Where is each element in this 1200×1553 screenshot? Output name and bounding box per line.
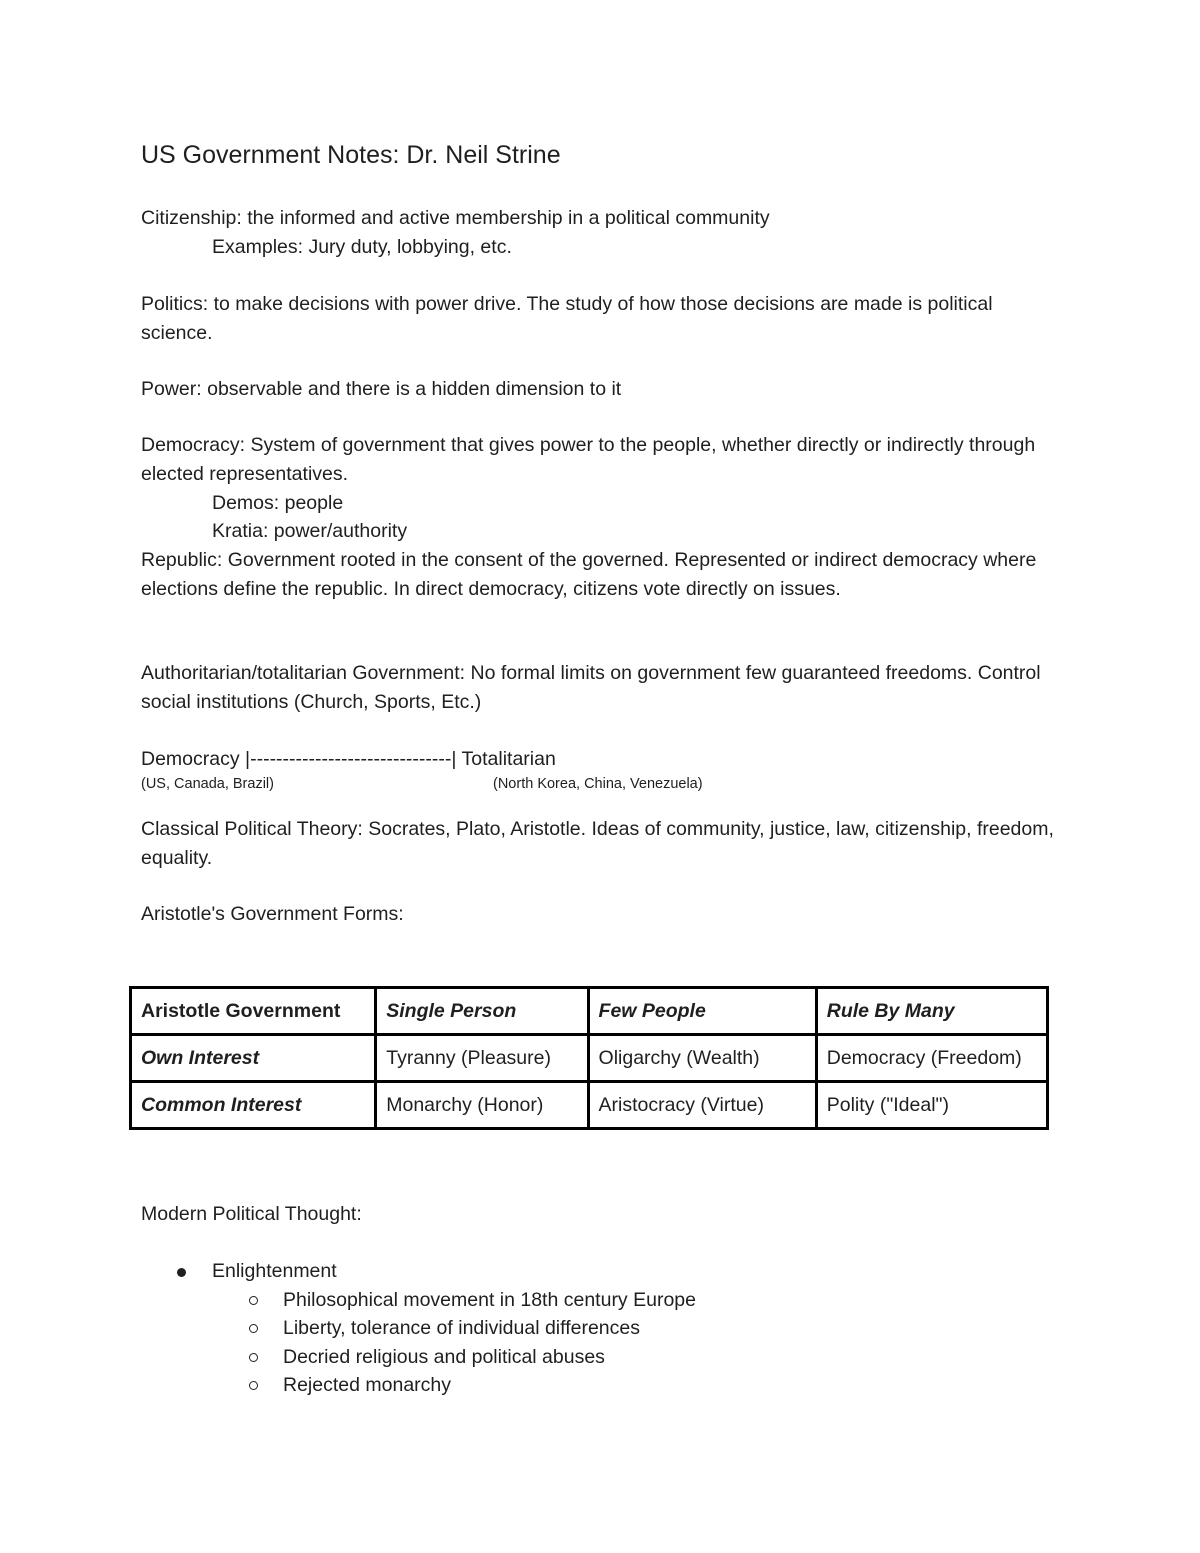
spectrum-left-examples: (US, Canada, Brazil) xyxy=(141,776,274,792)
citizenship-definition: Citizenship: the informed and active membership in a political community xyxy=(141,207,770,229)
aristotle-heading: Aristotle's Government Forms: xyxy=(141,903,404,925)
government-forms-table xyxy=(129,986,1049,1130)
sub-list-item-label: Liberty, tolerance of individual differences xyxy=(283,1317,640,1339)
table-header-cell: Few People xyxy=(588,988,816,1035)
sub-list-item xyxy=(212,1343,696,1372)
table-cell: Monarchy (Honor) xyxy=(376,1082,588,1129)
bullet-circle-icon xyxy=(249,1296,258,1305)
bullet-circle-icon xyxy=(249,1324,258,1333)
bullet-circle-icon xyxy=(249,1381,258,1390)
spectrum-right-examples: (North Korea, China, Venezuela) xyxy=(493,776,703,792)
politics-definition: Politics: to make decisions with power drive. The study of how those decisions are made is political science. xyxy=(141,293,993,344)
bullet-dot-icon xyxy=(177,1268,186,1277)
citizenship-examples: Examples: Jury duty, lobbying, etc. xyxy=(212,236,512,258)
sub-list-item xyxy=(212,1314,696,1343)
demos-definition: Demos: people xyxy=(212,492,344,514)
sub-list xyxy=(212,1286,696,1400)
table-header-cell: Aristotle Government xyxy=(131,988,376,1035)
table-cell: Aristocracy (Virtue) xyxy=(588,1082,816,1129)
table-row xyxy=(131,1035,1048,1082)
row-header-cell: Own Interest xyxy=(131,1035,376,1082)
table-cell: Democracy (Freedom) xyxy=(816,1035,1047,1082)
table-row xyxy=(131,1082,1048,1129)
sub-list-item xyxy=(212,1286,696,1315)
sub-list-item xyxy=(212,1371,696,1400)
list-item xyxy=(141,1257,696,1400)
sub-list-item-label: Rejected monarchy xyxy=(283,1374,451,1396)
document-title: US Government Notes: Dr. Neil Strine xyxy=(141,141,561,169)
sub-list-item-label: Decried religious and political abuses xyxy=(283,1345,605,1368)
authoritarian-definition: Authoritarian/totalitarian Government: No formal limits on government few guaranteed freedoms. Control social institutions (Church, Sports, Etc.) xyxy=(141,662,1041,713)
table-cell: Polity ("Ideal") xyxy=(816,1082,1047,1129)
bullet-list xyxy=(141,1257,696,1400)
table-header-cell: Rule By Many xyxy=(816,988,1047,1035)
table-cell: Tyranny (Pleasure) xyxy=(376,1035,588,1082)
spectrum-line: Democracy |-------------------------------| Totalitarian xyxy=(141,748,556,770)
bullet-circle-icon xyxy=(249,1353,258,1362)
modern-heading: Modern Political Thought: xyxy=(141,1203,362,1225)
table-header-row xyxy=(131,988,1048,1035)
power-definition: Power: observable and there is a hidden dimension to it xyxy=(141,378,622,400)
republic-definition: Republic: Government rooted in the consent of the governed. Represented or indirect democracy where elections define the republic. In direct democracy, citizens vote directly on issues. xyxy=(141,549,1037,600)
table-header-cell: Single Person xyxy=(376,988,588,1035)
row-header-cell: Common Interest xyxy=(131,1082,376,1129)
classical-theory: Classical Political Theory: Socrates, Plato, Aristotle. Ideas of community, justice, law, citizenship, freedom, equality. xyxy=(141,818,1054,869)
kratia-definition: Kratia: power/authority xyxy=(212,520,408,542)
list-item-label: Enlightenment xyxy=(212,1260,337,1282)
sub-list-item-label: Philosophical movement in 18th century Europe xyxy=(283,1288,696,1311)
democracy-definition: Democracy: System of government that gives power to the people, whether directly or indirectly through elected representatives. xyxy=(141,434,1036,485)
table-cell: Oligarchy (Wealth) xyxy=(588,1035,816,1082)
